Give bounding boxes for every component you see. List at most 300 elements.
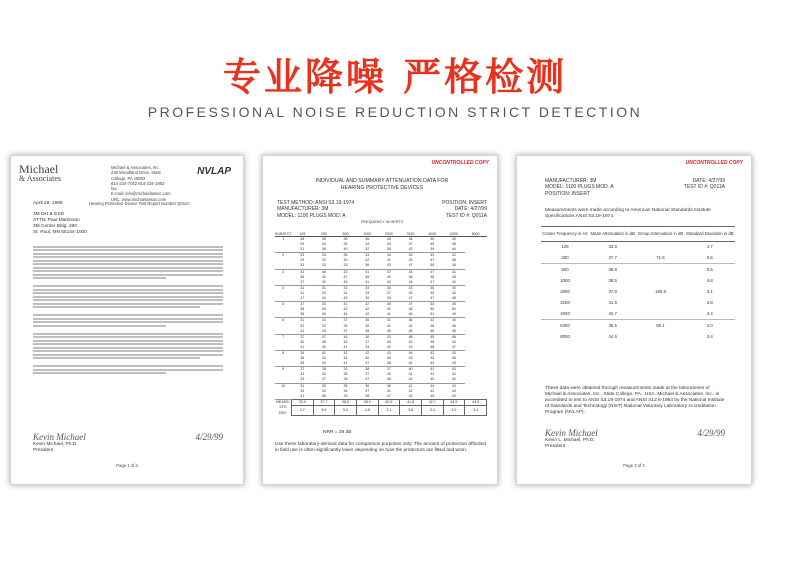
table-cell: 41 bbox=[365, 279, 370, 284]
table-cell: 31 bbox=[300, 328, 305, 333]
table-cell: 33 bbox=[300, 263, 305, 268]
table-cell: 36 bbox=[356, 334, 378, 340]
summary-signature-block bbox=[545, 428, 725, 450]
table-cell: 4000 bbox=[560, 311, 570, 317]
column-header: 4000 bbox=[421, 231, 443, 237]
table-cell: 34 bbox=[356, 253, 378, 259]
column-header: Standard Deviation in dB bbox=[685, 227, 735, 242]
table-cell: 43 bbox=[400, 285, 422, 291]
table-cell: 41 bbox=[386, 258, 391, 263]
table-cell: 41 bbox=[300, 344, 305, 349]
table-cell: 3.8 bbox=[706, 300, 713, 306]
sheet-meta bbox=[277, 200, 487, 224]
column-header: 6300 bbox=[443, 231, 465, 237]
row-label: MEANS: bbox=[276, 400, 290, 405]
table-cell: 50 bbox=[430, 307, 435, 312]
table-cell: 43 bbox=[451, 393, 456, 398]
table-cell: 42 bbox=[321, 279, 326, 284]
table-cell: 3.4 bbox=[465, 405, 487, 415]
heading-line: INDIVIDUAL AND SUMMARY ATTENUATION DATA FOR bbox=[315, 178, 449, 184]
table-cell: 31 bbox=[291, 318, 313, 324]
table-cell: 53 bbox=[421, 302, 443, 308]
table-cell: 42 bbox=[443, 253, 465, 259]
table-cell: 34 bbox=[365, 290, 370, 295]
table-cell: 37 bbox=[321, 377, 326, 382]
column-header: 500 bbox=[335, 231, 357, 237]
table-row bbox=[541, 297, 735, 308]
table-cell: 44 bbox=[451, 247, 456, 252]
table-cell: 46 bbox=[365, 274, 370, 279]
subject-cell: 9 bbox=[275, 367, 291, 373]
column-header: 125 bbox=[291, 231, 313, 237]
table-cell: 4.0 bbox=[685, 319, 735, 330]
table-cell: 46 bbox=[451, 328, 456, 333]
table-cell: 42 bbox=[451, 279, 456, 284]
frequency-label: FREQUENCY IN HERTZ bbox=[360, 219, 404, 224]
table-row bbox=[541, 308, 735, 319]
table-cell: 38 bbox=[300, 307, 305, 312]
manufacturer: MANUFACTURER: 3M bbox=[277, 206, 329, 213]
table-cell: 40 bbox=[430, 377, 435, 382]
table-cell: 48 bbox=[408, 307, 413, 312]
position: POSITION: INSERT bbox=[442, 200, 487, 206]
table-cell bbox=[636, 297, 684, 308]
table-cell: 36 bbox=[365, 323, 370, 328]
table-cell: 39 bbox=[430, 247, 435, 252]
table-cell: 37 bbox=[386, 393, 391, 398]
table-cell: 30 bbox=[343, 258, 348, 263]
table-cell: 48 bbox=[430, 323, 435, 328]
table-cell: 40 bbox=[451, 237, 456, 241]
letter-subject: Hearing Protective Device Test Report Number Q011A bbox=[89, 201, 190, 206]
table-cell: 36 bbox=[300, 274, 305, 279]
table-cell: 37 bbox=[343, 328, 348, 333]
table-cell: 46 bbox=[400, 318, 422, 324]
table-cell: 21 bbox=[300, 247, 305, 252]
table-cell: 33.9 bbox=[608, 244, 617, 250]
logo-line2: & Associates bbox=[19, 173, 61, 183]
address-line: 814-234-7042 814-234-1983 fax bbox=[111, 180, 165, 191]
subject-cell: 6 bbox=[275, 318, 291, 324]
table-cell: 44 bbox=[343, 312, 348, 317]
table-cell bbox=[636, 308, 684, 319]
column-header: Center Frequency in Hz bbox=[541, 227, 589, 242]
table-cell: 43 bbox=[443, 367, 465, 373]
table-cell: 46 bbox=[400, 334, 422, 340]
table-cell: 45 bbox=[343, 296, 348, 301]
column-header: Mean Attenuation in dB bbox=[589, 227, 636, 242]
table-cell: 45 bbox=[386, 339, 391, 344]
table-cell: 43 bbox=[400, 269, 422, 275]
table-cell: 47 bbox=[408, 296, 413, 301]
table-cell: 3.4 bbox=[706, 333, 713, 339]
table-cell: 43 bbox=[421, 253, 443, 259]
table-cell: 38 bbox=[356, 367, 378, 373]
table-cell: 4.7 bbox=[706, 244, 713, 250]
test-id: TEST ID #: Q011A bbox=[445, 212, 487, 219]
table-cell: 34 bbox=[321, 388, 326, 393]
table-cell: 44 bbox=[378, 253, 400, 259]
table-cell: 34 bbox=[356, 285, 378, 291]
accreditation-note: These data were obtained through measurements made at the laboratories of Michael & Associates, Inc., State College, PA., USA. Michael & Associates, Inc., is accredited to test to ANSI S3.19-1974 and ANSI S12.6-1984 by the National Institute of Standards and Technology (NIST) National Voluntary Laboratory Accreditation Program (NVLAP). bbox=[545, 386, 725, 415]
table-cell: 32 bbox=[321, 323, 326, 328]
table-cell: 35 bbox=[343, 323, 348, 328]
table-cell: 48 bbox=[430, 344, 435, 349]
table-cell: 44 bbox=[430, 361, 435, 366]
table-cell: 43 bbox=[451, 339, 456, 344]
column-header: 250 bbox=[313, 231, 335, 237]
table-cell: 44.5 bbox=[443, 399, 465, 405]
table-cell: 42.7 bbox=[421, 399, 443, 405]
table-row bbox=[541, 241, 735, 252]
table-cell: 4.8 bbox=[706, 277, 713, 283]
summary-table bbox=[541, 226, 735, 342]
attenuation-data-sheet bbox=[262, 155, 498, 485]
logo-line1: Michael bbox=[19, 162, 59, 176]
table-cell: 33 bbox=[313, 253, 335, 259]
column-header: Group Attenuation in dB bbox=[636, 227, 684, 242]
table-cell: 43 bbox=[443, 350, 465, 356]
table-cell: 42 bbox=[343, 307, 348, 312]
table-cell: 46 bbox=[421, 285, 443, 291]
address-line: Michael & Associates, Inc. bbox=[111, 165, 160, 170]
nrr-value: NRR = 29 dB bbox=[323, 430, 352, 435]
sheet-heading bbox=[277, 178, 487, 192]
table-cell bbox=[636, 275, 684, 286]
table-cell: 45 bbox=[421, 334, 443, 340]
table-cell: 45 bbox=[386, 328, 391, 333]
attenuation-table bbox=[275, 231, 487, 416]
summary-intro: Measurements were made according to American National Standards Institute Specifications ANSI S3.19-1974. bbox=[545, 208, 711, 219]
heading-line: HEARING PROTECTIVE DEVICES bbox=[340, 184, 424, 191]
table-cell: 31 bbox=[313, 285, 335, 291]
attenuation-summary-sheet bbox=[516, 155, 752, 485]
table-cell: 43 bbox=[443, 383, 465, 389]
letter-signature-block bbox=[33, 432, 223, 454]
table-cell: 40 bbox=[386, 237, 391, 241]
table-cell: 32 bbox=[300, 323, 305, 328]
table-cell: 32 bbox=[365, 258, 370, 263]
table-cell: 38 bbox=[386, 361, 391, 366]
table-cell: 45 bbox=[430, 242, 435, 247]
table-cell: 37 bbox=[335, 318, 357, 324]
table-cell: 42 bbox=[386, 307, 391, 312]
table-cell: 37 bbox=[291, 334, 313, 340]
table-cell: 45 bbox=[451, 274, 456, 279]
table-cell: 43 bbox=[343, 339, 348, 344]
table-cell: 48 bbox=[451, 258, 456, 263]
subject-cell: 8 bbox=[275, 350, 291, 356]
table-cell: 44.6 bbox=[608, 333, 617, 339]
table-cell: 34 bbox=[313, 318, 335, 324]
table-cell: 35 bbox=[335, 383, 357, 389]
table-cell: 29 bbox=[300, 242, 305, 247]
table-cell: 43 bbox=[400, 253, 422, 259]
table-cell: 33 bbox=[321, 263, 326, 268]
table-cell: 33 bbox=[300, 377, 305, 382]
table-cell: 3.4 bbox=[421, 405, 443, 415]
table-cell: 47 bbox=[430, 296, 435, 301]
table-cell: 43 bbox=[313, 302, 335, 308]
table-cell: 45 bbox=[343, 279, 348, 284]
table-cell: 46 bbox=[321, 339, 326, 344]
table-cell: 36 bbox=[365, 263, 370, 268]
table-cell: 38 bbox=[343, 377, 348, 382]
table-cell: 29 bbox=[300, 258, 305, 263]
table-cell: 43 bbox=[386, 263, 391, 268]
table-cell: 500 bbox=[541, 263, 589, 274]
table-cell: 38.8 bbox=[335, 399, 357, 405]
table-cell: 38 bbox=[378, 285, 400, 291]
table-cell: 47 bbox=[451, 344, 456, 349]
model: MODEL: 1100 PLUGS MOD. A bbox=[545, 184, 614, 191]
table-cell: 34 bbox=[343, 242, 348, 247]
table-cell: 3150 bbox=[560, 300, 570, 306]
table-row bbox=[541, 275, 735, 286]
table-cell: 47 bbox=[343, 274, 348, 279]
table-cell: 45.5 bbox=[589, 319, 636, 330]
table-cell: 34 bbox=[300, 388, 305, 393]
table-cell: 36 bbox=[378, 383, 400, 389]
table-cell: 40 bbox=[443, 318, 465, 324]
table-cell: 38 bbox=[300, 356, 305, 361]
page-title: 专业降噪 严格检测 bbox=[222, 55, 568, 99]
table-cell: 5.6 bbox=[685, 263, 735, 274]
table-cell: 31 bbox=[300, 290, 305, 295]
table-cell: 40 bbox=[386, 274, 391, 279]
recipient-line: ATTN: Paul Martinson bbox=[33, 217, 80, 223]
table-cell: 8000 bbox=[560, 333, 570, 339]
table-cell: 41 bbox=[400, 383, 422, 389]
table-cell: 34 bbox=[321, 242, 326, 247]
table-cell: 5.5 bbox=[706, 255, 713, 261]
model: MODEL: 1100 PLUGS MOD. A bbox=[277, 212, 346, 219]
table-cell: 46 bbox=[451, 356, 456, 361]
table-cell: 44 bbox=[408, 279, 413, 284]
column-header: 3150 bbox=[400, 231, 422, 237]
table-cell: 42 bbox=[365, 307, 370, 312]
table-cell: 36 bbox=[356, 318, 378, 324]
table-cell: 44 bbox=[343, 356, 348, 361]
table-cell: 34 bbox=[343, 388, 348, 393]
table-cell: 39 bbox=[365, 296, 370, 301]
table-cell: 37 bbox=[365, 388, 370, 393]
table-cell: 40 bbox=[343, 247, 348, 252]
table-cell: 40 bbox=[443, 285, 465, 291]
table-cell: 4.5 bbox=[443, 405, 465, 415]
table-cell: 35 bbox=[313, 383, 335, 389]
table-cell: 50 bbox=[451, 307, 456, 312]
table-cell: 42 bbox=[356, 350, 378, 356]
table-cell: 42 bbox=[408, 361, 413, 366]
table-cell: 71.6 bbox=[656, 255, 665, 261]
table-cell: 36 bbox=[335, 253, 357, 259]
body-paragraph bbox=[33, 314, 223, 327]
subject-cell: 2 bbox=[275, 253, 291, 259]
table-cell: 37 bbox=[291, 367, 313, 373]
table-cell: 33 bbox=[321, 290, 326, 295]
table-cell: 42 bbox=[365, 312, 370, 317]
table-row bbox=[541, 252, 735, 263]
table-cell: 43 bbox=[408, 356, 413, 361]
table-cell: 42 bbox=[408, 290, 413, 295]
table-cell: 37.7 bbox=[608, 255, 617, 261]
table-cell: 33 bbox=[343, 393, 348, 398]
table-cell: 46 bbox=[451, 323, 456, 328]
table-row bbox=[541, 263, 735, 274]
table-cell: 37 bbox=[386, 290, 391, 295]
table-cell: 125 bbox=[561, 244, 569, 250]
uncontrolled-copy-stamp: UNCONTROLLED COPY bbox=[431, 160, 489, 166]
table-cell bbox=[636, 263, 684, 274]
table-cell: 46 bbox=[313, 269, 335, 275]
position: POSITION: INSERT bbox=[545, 190, 590, 197]
table-cell: 38.8 bbox=[589, 263, 636, 274]
table-cell: 45 bbox=[430, 393, 435, 398]
table-cell: 41 bbox=[408, 372, 413, 377]
manufacturer: MANUFACTURER: 3M bbox=[545, 178, 597, 184]
table-cell: 41 bbox=[378, 318, 400, 324]
table-cell: 37 bbox=[365, 361, 370, 366]
sign-date: 4/29/99 bbox=[697, 428, 725, 438]
table-cell: 42 bbox=[408, 258, 413, 263]
table-cell: 3.8 bbox=[400, 405, 422, 415]
table-cell: 37 bbox=[378, 367, 400, 373]
column-header: 8000 bbox=[465, 231, 487, 237]
table-row bbox=[541, 331, 735, 342]
table-cell: 37 bbox=[365, 372, 370, 377]
letter-date: April 29, 1999 bbox=[33, 201, 63, 206]
table-cell: 38 bbox=[313, 367, 335, 373]
table-cell: 41 bbox=[356, 269, 378, 275]
table-row bbox=[541, 319, 735, 330]
table-cell: 42 bbox=[408, 388, 413, 393]
table-cell: 50 bbox=[430, 263, 435, 268]
table-cell bbox=[636, 331, 684, 342]
body-paragraph bbox=[33, 365, 223, 374]
table-cell: 32 bbox=[365, 247, 370, 252]
signature: Kevin Michael bbox=[545, 428, 598, 438]
column-header: 2000 bbox=[378, 231, 400, 237]
letter-recipient bbox=[33, 212, 113, 236]
table-cell: 37.0 bbox=[608, 288, 617, 294]
letterhead-address bbox=[111, 165, 171, 202]
table-cell: 38 bbox=[386, 377, 391, 382]
table-cell: 42 bbox=[451, 377, 456, 382]
table-cell: 2000 bbox=[560, 288, 570, 294]
body-paragraph bbox=[33, 285, 223, 308]
table-cell: 43 bbox=[451, 361, 456, 366]
table-cell: 40 bbox=[321, 344, 326, 349]
column-header: 1000 bbox=[356, 231, 378, 237]
table-cell: 36 bbox=[321, 393, 326, 398]
table-cell: 37 bbox=[300, 279, 305, 284]
table-cell: 47 bbox=[400, 302, 422, 308]
table-cell: 33 bbox=[321, 328, 326, 333]
table-cell: 42 bbox=[321, 274, 326, 279]
table-cell: 4.7 bbox=[291, 405, 313, 415]
table-cell: 41 bbox=[313, 350, 335, 356]
signature: Kevin Michael bbox=[33, 432, 86, 442]
table-cell: 6300 bbox=[541, 319, 589, 330]
table-cell: 37 bbox=[300, 296, 305, 301]
table-cell: 3.1 bbox=[378, 405, 400, 415]
test-method: TEST METHOD: ANSI S3.19-1974 bbox=[277, 200, 355, 206]
table-cell: 44 bbox=[335, 334, 357, 340]
signer-name: Kevin L. Michael, Ph.D. bbox=[545, 438, 595, 443]
table-cell: 41 bbox=[386, 323, 391, 328]
table-cell: 40 bbox=[300, 339, 305, 344]
table-cell: 36 bbox=[365, 237, 370, 241]
table-cell: 3.1 bbox=[706, 288, 713, 294]
letter-body-text bbox=[33, 244, 223, 380]
table-cell: 37 bbox=[408, 242, 413, 247]
table-cell: 46 bbox=[408, 312, 413, 317]
summary-meta bbox=[545, 178, 725, 197]
table-cell: 40 bbox=[321, 307, 326, 312]
test-id: TEST ID #: Q011A bbox=[683, 184, 725, 191]
table-cell: 47 bbox=[430, 258, 435, 263]
table-cell: 33 bbox=[343, 263, 348, 268]
table-cell: 33 bbox=[300, 372, 305, 377]
recipient-line: 3M Center Bldg. 260 bbox=[33, 223, 77, 229]
table-cell: 42 bbox=[408, 393, 413, 398]
body-paragraph bbox=[33, 246, 223, 280]
table-cell: 36.9 bbox=[356, 399, 378, 405]
signer-title: President bbox=[33, 447, 54, 453]
table-cell: 31 bbox=[291, 285, 313, 291]
table-cell: 46 bbox=[430, 274, 435, 279]
table-cell: 38 bbox=[386, 247, 391, 252]
table-cell: 30 bbox=[430, 237, 435, 241]
table-cell: 32 bbox=[321, 258, 326, 263]
table-cell: 45 bbox=[430, 290, 435, 295]
table-cell: 250 bbox=[561, 255, 569, 261]
table-cell: 3.4 bbox=[706, 311, 713, 317]
table-cell: 46 bbox=[430, 339, 435, 344]
column-header: SUBJECT bbox=[275, 231, 292, 236]
table-cell: 43 bbox=[408, 339, 413, 344]
table-cell: 43 bbox=[386, 296, 391, 301]
table-cell: 44 bbox=[386, 356, 391, 361]
table-cell: 42 bbox=[356, 302, 378, 308]
table-cell: 42 bbox=[408, 247, 413, 252]
table-cell: 34 bbox=[365, 344, 370, 349]
table-cell: 37 bbox=[365, 339, 370, 344]
table-cell: 33 bbox=[335, 367, 357, 373]
table-cell: 28 bbox=[300, 237, 305, 241]
table-cell: 43 bbox=[378, 334, 400, 340]
table-cell: 44.6 bbox=[465, 399, 487, 405]
michael-associates-logo bbox=[19, 164, 61, 182]
table-cell: 40 bbox=[365, 356, 370, 361]
table-cell: 43 bbox=[335, 269, 357, 275]
table-cell: 43 bbox=[408, 344, 413, 349]
table-cell: 31 bbox=[291, 383, 313, 389]
table-cell: 44 bbox=[400, 350, 422, 356]
table-cell: 37 bbox=[378, 269, 400, 275]
table-cell: 44 bbox=[386, 279, 391, 284]
nvlap-logo: NVLAP bbox=[197, 166, 231, 177]
table-cell: 35 bbox=[300, 361, 305, 366]
subject-cell: 4 bbox=[275, 285, 291, 291]
table-cell: 44 bbox=[430, 372, 435, 377]
signer-title: President bbox=[545, 443, 566, 449]
subject-cell: 1 bbox=[282, 237, 285, 241]
table-cell: 51 bbox=[430, 312, 435, 317]
table-cell: 5.6 bbox=[335, 405, 357, 415]
page-number: Page 1 of 3 bbox=[116, 462, 138, 468]
